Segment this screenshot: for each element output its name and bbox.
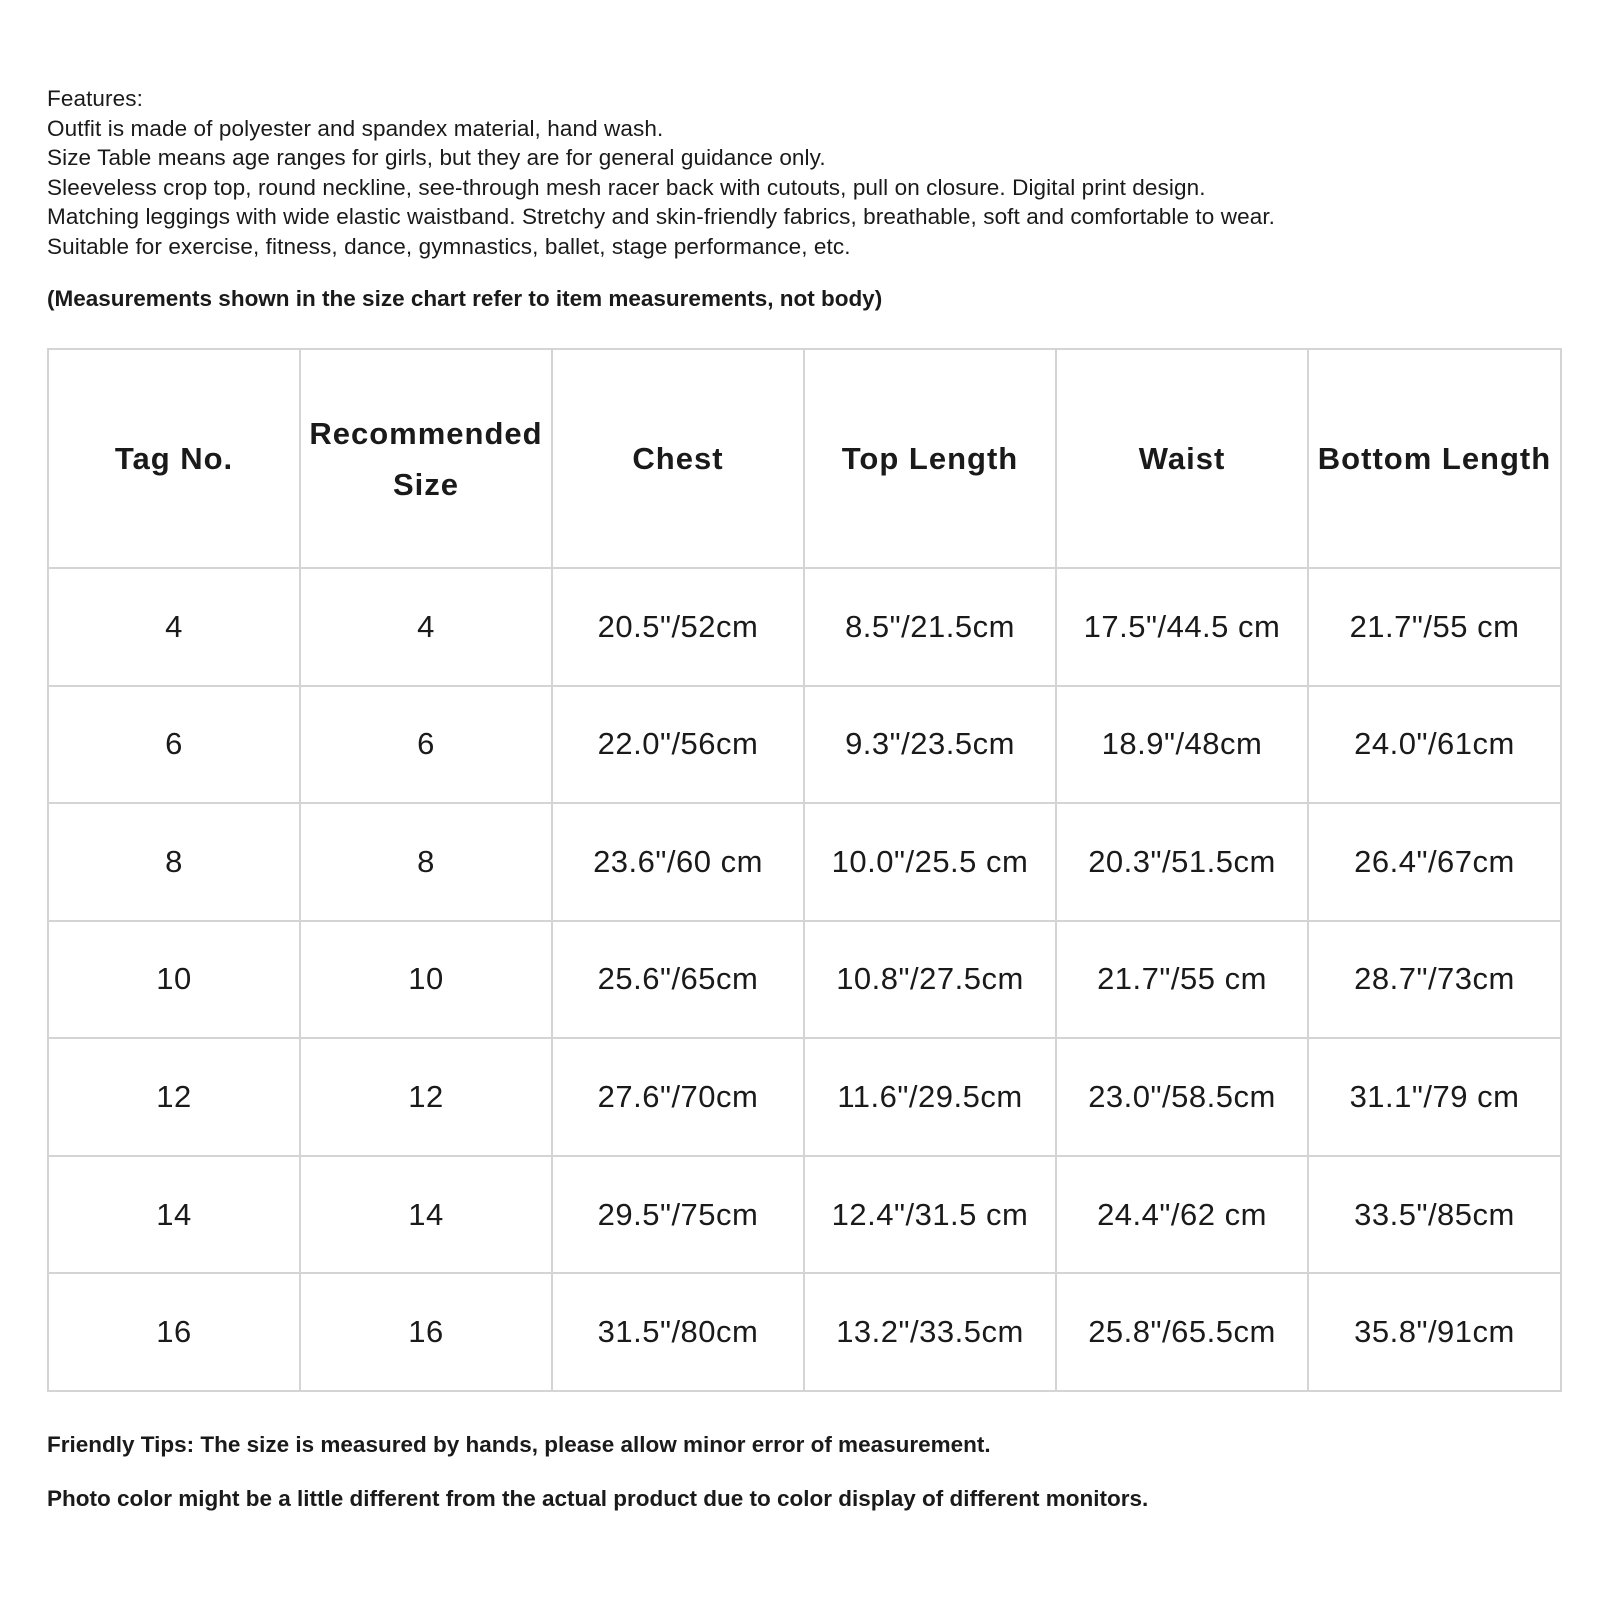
table-cell: 21.7"/55 cm: [1308, 568, 1561, 686]
table-cell: 6: [48, 686, 300, 804]
feature-line: Sleeveless crop top, round neckline, see-through mesh racer back with cutouts, pull on closure. Digital print design.: [47, 174, 1206, 200]
table-cell: 8: [300, 803, 552, 921]
table-cell: 4: [48, 568, 300, 686]
table-cell: 6: [300, 686, 552, 804]
table-cell: 16: [300, 1273, 552, 1391]
table-cell: 11.6"/29.5cm: [804, 1038, 1056, 1156]
features-heading: Features:: [47, 86, 143, 111]
header-recommended-size: Recommended Size: [300, 349, 552, 568]
table-cell: 21.7"/55 cm: [1056, 921, 1308, 1039]
table-cell: 8: [48, 803, 300, 921]
feature-line: Matching leggings with wide elastic waistband. Stretchy and skin-friendly fabrics, breathable, soft and comfortable to wear.: [47, 204, 1276, 230]
header-tag-no: Tag No.: [48, 349, 300, 568]
table-cell: 10.0"/25.5 cm: [804, 803, 1056, 921]
table-cell: 29.5"/75cm: [552, 1156, 804, 1274]
table-cell: 25.6"/65cm: [552, 921, 804, 1039]
table-row: [48, 1273, 1561, 1391]
table-cell: 9.3"/23.5cm: [804, 686, 1056, 804]
table-row: [48, 568, 1561, 686]
feature-line: Outfit is made of polyester and spandex material, hand wash.: [47, 115, 664, 141]
table-row: [48, 1038, 1561, 1156]
table-cell: 23.0"/58.5cm: [1056, 1038, 1308, 1156]
table-cell: 18.9"/48cm: [1056, 686, 1308, 804]
table-cell: 12: [48, 1038, 300, 1156]
header-top-length: Top Length: [804, 349, 1056, 568]
table-cell: 26.4"/67cm: [1308, 803, 1561, 921]
feature-line: Size Table means age ranges for girls, but they are for general guidance only.: [47, 145, 826, 171]
table-header-row: [48, 349, 1561, 568]
table-cell: 20.5"/52cm: [552, 568, 804, 686]
table-cell: 16: [48, 1273, 300, 1391]
table-cell: 27.6"/70cm: [552, 1038, 804, 1156]
size-chart-table: [47, 348, 1562, 1392]
table-cell: 24.4"/62 cm: [1056, 1156, 1308, 1274]
table-cell: 28.7"/73cm: [1308, 921, 1561, 1039]
table-cell: 25.8"/65.5cm: [1056, 1273, 1308, 1391]
feature-line: Suitable for exercise, fitness, dance, gymnastics, ballet, stage performance, etc.: [47, 233, 851, 259]
table-cell: 35.8"/91cm: [1308, 1273, 1561, 1391]
color-disclaimer: Photo color might be a little different from the actual product due to color display of different monitors.: [47, 1486, 1149, 1511]
table-cell: 31.1"/79 cm: [1308, 1038, 1561, 1156]
table-cell: 33.5"/85cm: [1308, 1156, 1561, 1274]
table-cell: 13.2"/33.5cm: [804, 1273, 1056, 1391]
table-cell: 17.5"/44.5 cm: [1056, 568, 1308, 686]
table-cell: 12.4"/31.5 cm: [804, 1156, 1056, 1274]
table-cell: 14: [300, 1156, 552, 1274]
table-cell: 22.0"/56cm: [552, 686, 804, 804]
table-cell: 24.0"/61cm: [1308, 686, 1561, 804]
table-cell: 4: [300, 568, 552, 686]
table-cell: 10: [48, 921, 300, 1039]
table-cell: 31.5"/80cm: [552, 1273, 804, 1391]
table-cell: 12: [300, 1038, 552, 1156]
table-cell: 10.8"/27.5cm: [804, 921, 1056, 1039]
header-waist: Waist: [1056, 349, 1308, 568]
table-cell: 14: [48, 1156, 300, 1274]
table-row: [48, 686, 1561, 804]
table-cell: 20.3"/51.5cm: [1056, 803, 1308, 921]
measurement-note: (Measurements shown in the size chart refer to item measurements, not body): [47, 286, 883, 311]
table-cell: 23.6"/60 cm: [552, 803, 804, 921]
friendly-tip: Friendly Tips: The size is measured by hands, please allow minor error of measurement.: [47, 1432, 991, 1457]
tips-section: [47, 1432, 1148, 1540]
header-chest: Chest: [552, 349, 804, 568]
table-row: [48, 1156, 1561, 1274]
header-bottom-length: Bottom Length: [1308, 349, 1561, 568]
table-row: [48, 803, 1561, 921]
table-cell: 10: [300, 921, 552, 1039]
table-cell: 8.5"/21.5cm: [804, 568, 1056, 686]
table-row: [48, 921, 1561, 1039]
features-section: [47, 84, 1567, 262]
